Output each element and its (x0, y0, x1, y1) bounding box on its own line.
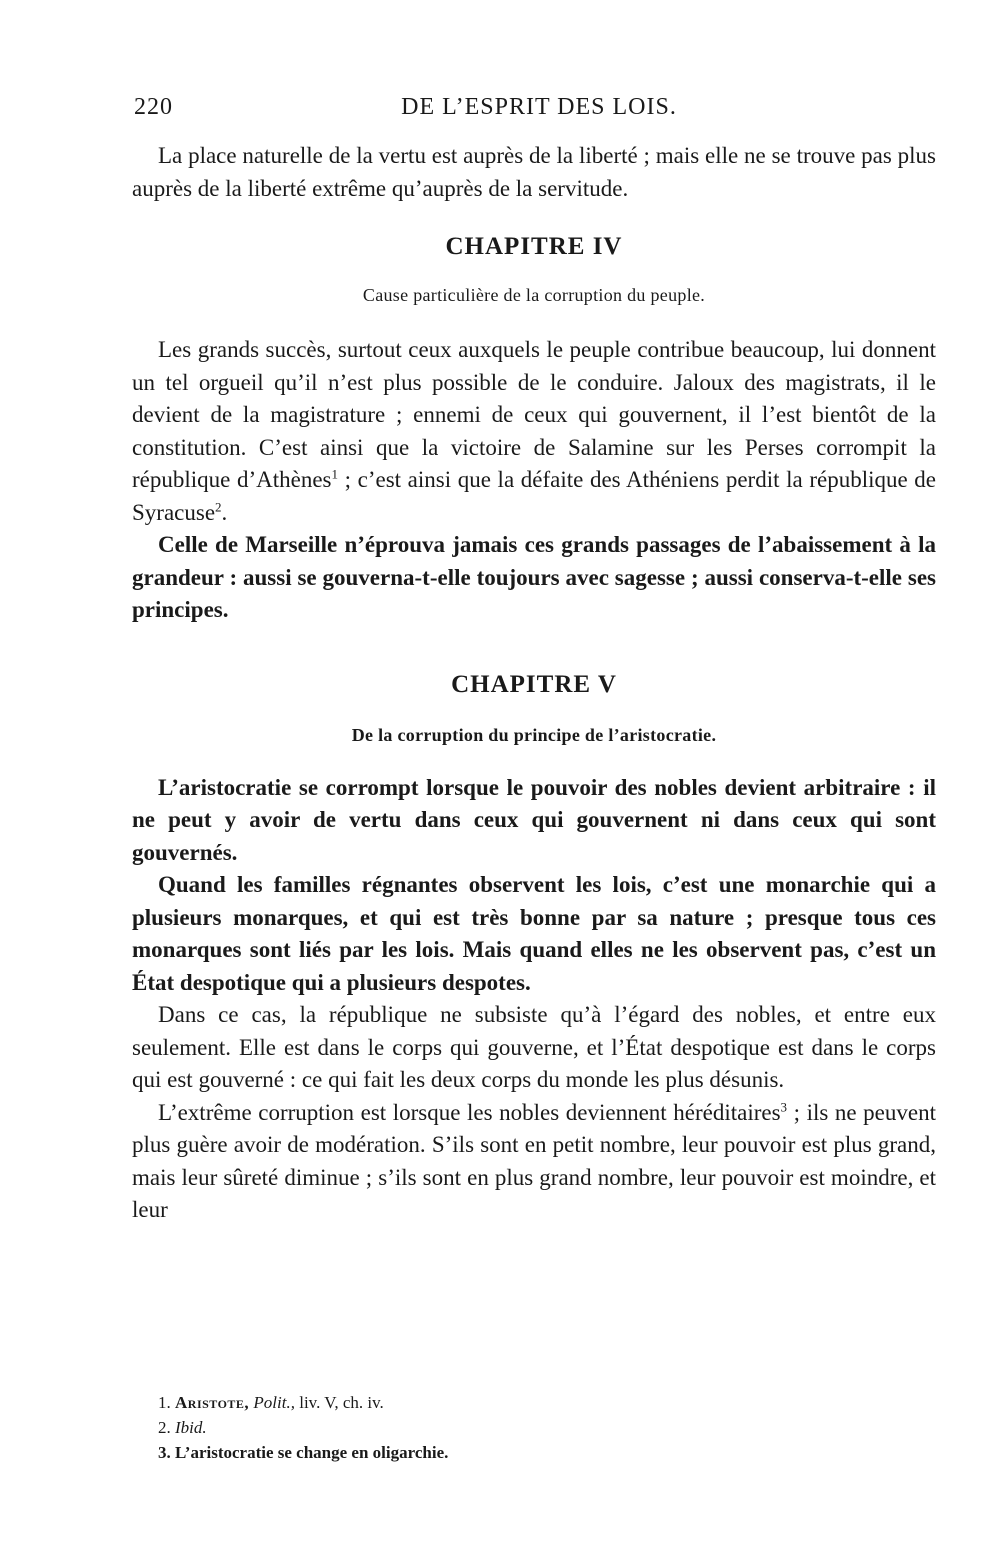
footnote-2 (158, 1415, 858, 1440)
intro-paragraph: La place naturelle de la vertu est auprès de la liberté ; mais elle ne se trouve pas plus auprès de la liberté extrême qu’auprès de la servitude. (132, 143, 936, 201)
footnote-ref-2[interactable]: 2 (215, 498, 222, 514)
chapter-5-paragraph-3: Dans ce cas, la république ne subsiste qu’à l’égard des nobles, et entre eux seulement. Elle est dans le corps qui gouverne, et l’État despotique est dans le corps qui est gouverné : ce qui fait les deux corps du monde les plus désunis. (132, 1002, 936, 1092)
footnote-1 (158, 1390, 858, 1415)
footnotes (158, 1390, 858, 1465)
footnote-ref-3[interactable]: 3 (780, 1098, 788, 1114)
footnote-author: Aristote, (175, 1393, 250, 1412)
footnote-work: Ibid. (175, 1418, 207, 1437)
chapter-4-paragraph-1-text-c: . (221, 499, 228, 525)
chapter-5-paragraph-1: L’aristocratie se corrompt lorsque le pouvoir des nobles devient arbitraire : il ne peut y avoir de vertu dans ceux qui gouvernent ni dans ceux qui sont gouvernés. (132, 774, 936, 865)
chapter-5-paragraph-4-text-a: L’extrême corruption est lorsque les nobles deviennent héréditaires (158, 1099, 781, 1125)
footnote-work: Polit., (253, 1393, 295, 1412)
chapter-5-paragraph-2: Quand les familles régnantes observent les lois, c’est une monarchie qui a plusieurs monarques, et qui est très bonne par sa nature ; presque tous ces monarques sont liés par les lois. Mais quand elles ne les observent pas, c’est un État despotique qui a plusieurs despotes. (132, 872, 936, 995)
running-head (132, 92, 936, 126)
chapter-4-subtitle: Cause particulière de la corruption du peuple. (362, 285, 706, 305)
chapter-4-paragraph-2: Celle de Marseille n’éprouva jamais ces grands passages de l’abaissement à la grandeur : aussi se gouverna-t-elle toujours avec sagesse ; aussi conserva-t-elle ses principes. (132, 532, 936, 622)
footnote-number: 3. (158, 1443, 171, 1462)
chapter-4-paragraph-1-text-a: Les grands succès, surtout ceux auxquels le peuple contribue beaucoup, lui donnent un tel orgueil qu’il n’est plus possible de le conduire. Jaloux des magistrats, il le devient de la magistrature ; ennemi de ceux qui gouvernent, il l’est bientôt de la constitution. C’est ainsi que la victoire de Salamine sur les Perses corrompit la république d’Athènes (132, 337, 936, 492)
chapter-5-heading: CHAPITRE V (451, 670, 617, 698)
footnote-text: liv. V, ch. iv. (294, 1393, 384, 1412)
chapter-4-paragraph-1 (132, 334, 936, 529)
running-title: DE L’ESPRIT DES LOIS. (401, 94, 677, 120)
footnote-number: 2. (158, 1418, 171, 1437)
footnote-number: 1. (158, 1393, 171, 1412)
footnote-3 (158, 1440, 858, 1465)
chapter-4-heading: CHAPITRE IV (445, 233, 623, 260)
chapter-4-paragraph-1-text-b: ; c’est ainsi que la défaite des Athéniens perdit la république de Syracuse (132, 467, 937, 525)
footnote-text: L’aristocratie se change en oligarchie. (175, 1443, 449, 1462)
chapter-5-subtitle: De la corruption du principe de l’aristocratie. (351, 724, 717, 745)
page-number: 220 (134, 94, 173, 120)
page-body (132, 92, 936, 1227)
footnote-ref-1[interactable]: 1 (331, 466, 339, 482)
chapter-5-paragraph-4-text-b: ; ils ne peuvent plus guère avoir de modération. S’ils sont en petit nombre, leur pouvoir est plus grand, mais leur sûreté diminue ; s’ils sont en plus grand nombre, leur pouvoir est moindre, et leur (132, 1099, 936, 1222)
chapter-5-paragraph-4 (132, 1097, 936, 1227)
